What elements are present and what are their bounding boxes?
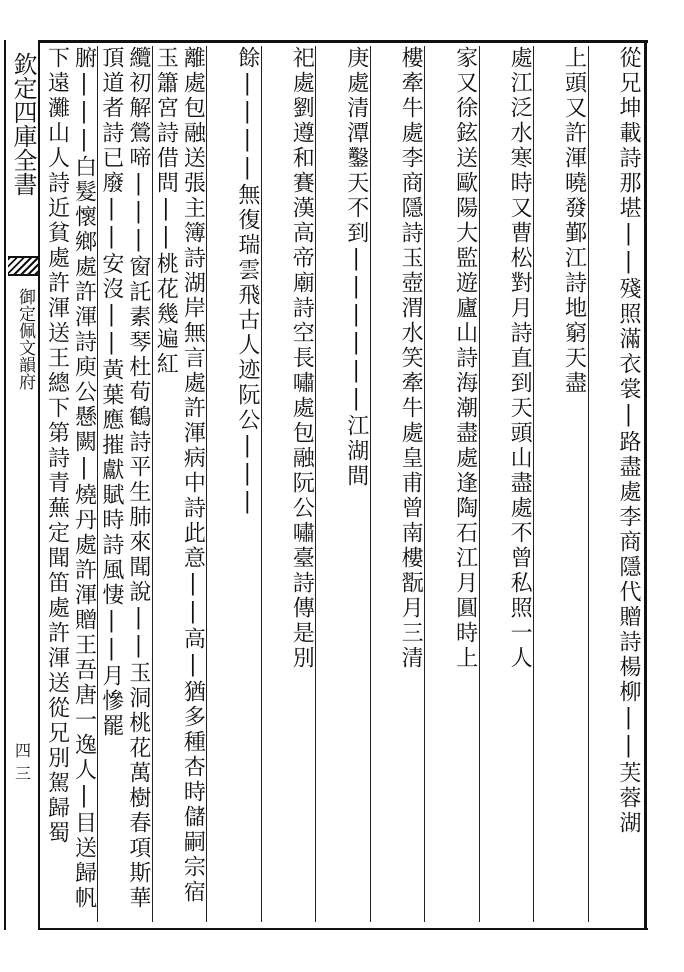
margin-subtitle: 御定佩文韻府	[15, 288, 35, 390]
column-text: 餘||||無復瑞雲飛古人迹阮公|||	[234, 46, 260, 517]
column-text-extra: 來聞說||玉洞桃花萬樹春項斯華頂道者詩已廢||安	[98, 46, 151, 911]
column-text: 從兄坤載詩那堪||殘照滿衣裳|路盡處李商隱代贈詩楊柳||芙蓉湖	[615, 46, 641, 836]
frame-right-border	[644, 40, 647, 930]
column-text: 家又徐鉉送歐陽大監遊廬山詩海潮盡處逢陶石江月圓時上	[452, 46, 478, 671]
column-text: 上頭又許渾曉發鄞江詩地窮天盡	[561, 46, 587, 396]
text-column	[44, 46, 97, 922]
text-column	[152, 46, 206, 922]
column-text: 庚處清潭鑿天不到||||||江湖間	[343, 46, 369, 489]
text-column	[533, 46, 587, 922]
column-text: 離處包融送張主簿詩湖岸無言處許渾病中詩此意||高|猶多種杏時儲嗣宗宿玉簫宮詩借問||桃花幾遍紅	[153, 46, 206, 905]
column-text-extra: 吾唐一逸人|目送歸帆下遠灘山人詩近	[44, 46, 97, 911]
text-columns	[44, 46, 642, 922]
page-number: 四三	[14, 741, 31, 783]
column-text: 腑|||白髮懷鄉處許渾詩庾公懸闕|燒丹處許渾贈王吾唐一逸人|目送歸帆下遠灘山人詩近貧處許渾送王總下第詩青蕪定聞笛處許渾送從兄別駕歸蜀	[44, 46, 97, 911]
column-text: 祀處劉遵和賽漢高帝廟詩空長嘯處包融阮公嘯臺詩傳是別	[289, 46, 315, 671]
text-column	[206, 46, 260, 922]
text-column	[370, 46, 424, 922]
column-text-extra: |猶多種杏時儲嗣宗宿玉簫宮詩借問||桃花幾遍紅	[153, 46, 206, 905]
text-column	[479, 46, 533, 922]
column-text: 處江泛水寒時又曹松對月詩直到天頭山盡處不曾私照一人	[507, 46, 533, 671]
column-text: 纜初解鶯啼|||窗託素琴杜荀鶴詩平生肺來聞說||玉洞桃花萬樹春項斯華頂道者詩已廢||安沒||黃葉應摧獻賦時詩風悽||月慘罷	[98, 46, 151, 911]
column-text: 樓牽牛處李商隱詩玉壺渭水笑牽牛處皇甫曾南樓翫月三清	[398, 46, 424, 671]
text-column	[97, 46, 151, 922]
frame-bottom-border	[38, 928, 648, 930]
margin-title: 欽定四庫全書	[9, 52, 37, 196]
frame-left-border	[4, 40, 6, 930]
text-column	[424, 46, 478, 922]
fish-tail-mark	[8, 256, 38, 276]
text-column	[261, 46, 315, 922]
text-column	[315, 46, 369, 922]
column-text-extra: 沒||黃葉應摧獻賦時詩風悽||月慘罷	[98, 277, 124, 739]
frame-top-border	[38, 40, 648, 43]
text-column	[588, 46, 642, 922]
column-text-extra: 貧處許渾送王總下第詩青蕪定聞笛處許渾送從兄別駕歸蜀	[44, 221, 70, 846]
